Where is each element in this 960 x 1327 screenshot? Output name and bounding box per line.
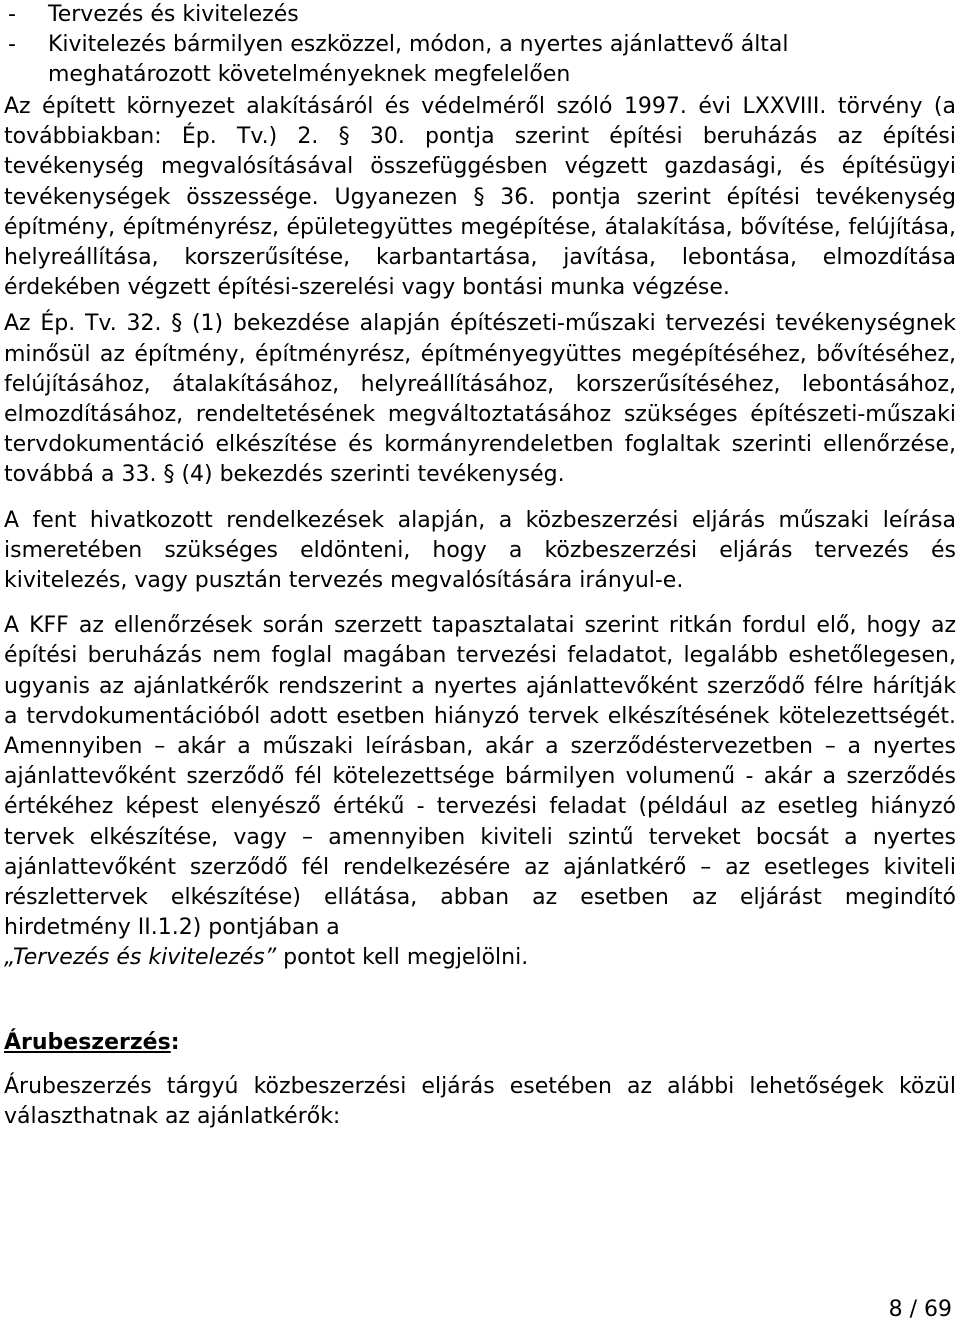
- paragraph-kff-conclusion: [4, 943, 956, 973]
- section-heading: [4, 1028, 956, 1058]
- heading-text: Árubeszerzés: [4, 1029, 171, 1055]
- paragraph-tail: pontot kell megjelölni.: [276, 945, 529, 971]
- document-page: [4, 0, 956, 1132]
- heading-colon: :: [170, 1029, 180, 1055]
- bullet-dash: -: [8, 32, 16, 57]
- paragraph-kff-experience: [4, 611, 956, 943]
- quoted-option: „Tervezés és kivitelezés”: [4, 945, 277, 971]
- paragraph-decision: A fent hivatkozott rendelkezések alapján, a közbeszerzési eljárás műszaki leírása ismeretében szükséges eldönteni, hogy a közbeszerzési eljárás tervezés és kivitelezés, vagy pusztán tervezés megvalósítására irányul-e.: [4, 507, 956, 594]
- paragraph-procurement: Árubeszerzés tárgyú közbeszerzési eljárás esetében az alábbi lehetőségek közül választhatnak az ajánlatkérők:: [4, 1073, 956, 1129]
- list-item: [4, 0, 956, 30]
- paragraph-text: A KFF az ellenőrzések során szerzett tapasztalatai szerint ritkán fordul elő, hogy az építési beruházás nem foglal magában tervezési feladatot, legalább eshetőlegesen, ugyanis az ajánlatkérők rendszerint a nyertes ajánlattevőként szerződő félre hárítják a tervdokumentációból adott esetben hiányzó tervek elkészítésének kötelezettségét. Amennyiben – akár a műszaki leírásban, akár a szerződéstervezetben – a nyertes ajánlattevőként szerződő fél kötelezettsége bármilyen volumenű - akár a szerződés értékéhez képest elenyésző értékű - tervezési feladat (például az esetleg hiányzó tervek elkészítése, vagy – amennyiben kiviteli szintű terveket bocsát a nyertes ajánlattevőként szerződő fél rendelkezésére az ajánlatkérő – az esetleges kiviteli részlettervek elkészítése) ellátása, abban az esetben az eljárást megindító hirdetmény II.1.2) pontjában a: [4, 613, 956, 941]
- page-number: 8 / 69: [888, 1297, 952, 1322]
- paragraph-definition-construction: Az épített környezet alakításáról és védelméről szóló 1997. évi LXXVIII. törvény (a továbbiakban: Ép. Tv.) 2. § 30. pontja szerint építési beruházás az építési tevékenység megvalósításával összefüggésben végzett gazdasági, és építésügyi tevékenységek összessége. Ugyanezen § 36. pontja szerint építési tevékenység építmény, építményrész, épületegyüttes megépítése, átalakítása, bővítése, felújítása, helyreállítása, korszerűsítése, karbantartása, javítása, lebontása, elmozdítása érdekében végzett építési-szerelési vagy bontási munka végzése.: [4, 94, 956, 301]
- list-item-text: Tervezés és kivitelezés: [48, 2, 299, 27]
- paragraph-definition-design: Az Ép. Tv. 32. § (1) bekezdése alapján építészeti-műszaki tervezési tevékenységnek minősül az építmény, építményrész, építményegyüttes megépítéséhez, bővítéséhez, felújításához, átalakításához, helyreállításához, korszerűsítéséhez, lebontásához, elmozdításához, rendeltetésének megváltoztatásához szükséges építészeti-műszaki tervdokumentáció elkészítése és kormányrendeletben foglaltak szerinti ellenőrzése, továbbá a 33. § (4) bekezdés szerinti tevékenység.: [4, 311, 956, 488]
- list-item-text: Kivitelezés bármilyen eszközzel, módon, a nyertes ajánlattevő által meghatározott követelményeknek megfelelően: [48, 32, 789, 87]
- bullet-dash: -: [8, 2, 16, 27]
- list-item: [4, 30, 956, 90]
